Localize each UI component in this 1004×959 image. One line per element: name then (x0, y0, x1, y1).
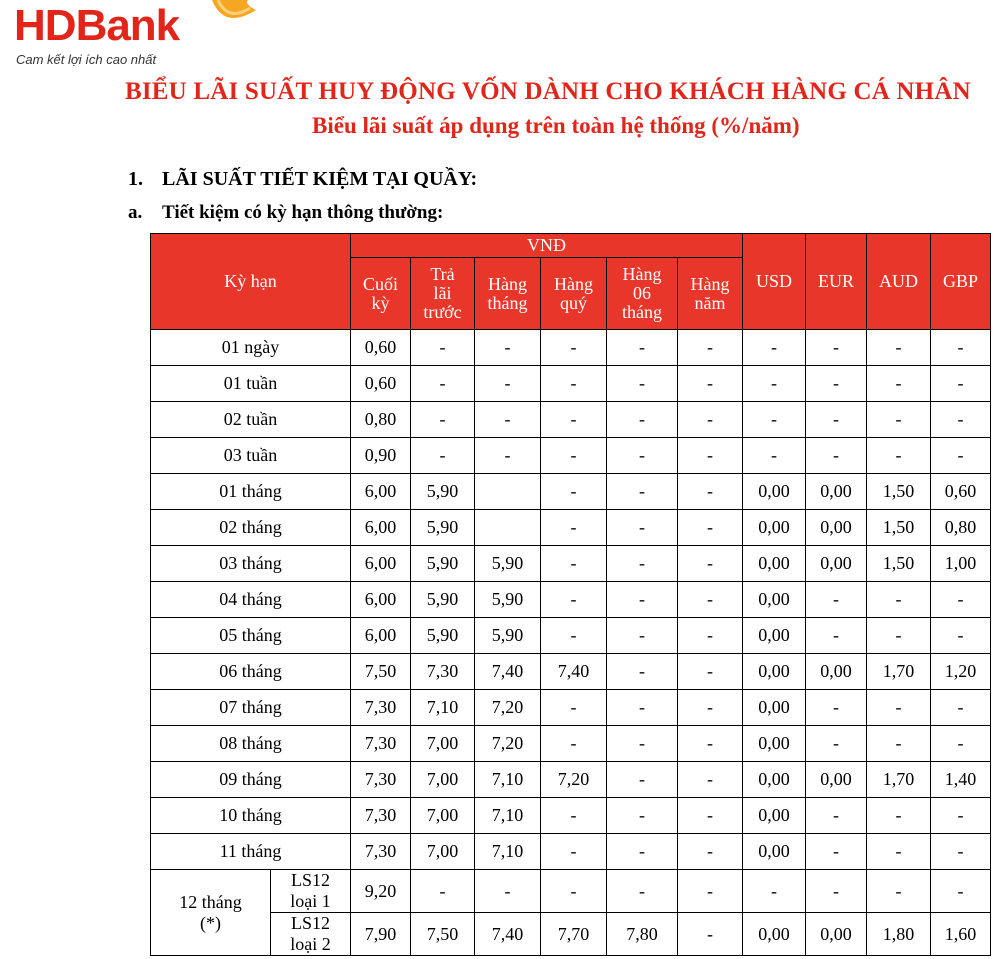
rate-cell: 7,80 (607, 913, 678, 956)
table-row (151, 582, 991, 618)
rate-cell: - (541, 474, 607, 510)
rate-cell: - (607, 438, 678, 474)
section-heading (128, 168, 477, 191)
col-prepaid: Trả lãi trước (411, 258, 475, 330)
rate-cell: 9,20 (351, 870, 411, 913)
table-row (151, 402, 991, 438)
rate-cell: - (931, 690, 991, 726)
rate-cell: 6,00 (351, 582, 411, 618)
rate-cell: - (806, 798, 867, 834)
rate-cell: - (678, 762, 743, 798)
rate-cell: - (678, 726, 743, 762)
term-cell: 08 tháng (151, 726, 351, 762)
rate-cell: - (678, 913, 743, 956)
rate-cell: - (411, 402, 475, 438)
rate-cell: - (678, 654, 743, 690)
rate-cell: - (607, 690, 678, 726)
table-row-12-month (151, 870, 991, 913)
rate-cell: - (607, 546, 678, 582)
rate-cell: 0,00 (743, 913, 806, 956)
col-end-of-term: Cuối kỳ (351, 258, 411, 330)
gbp-header: GBP (931, 234, 991, 330)
rate-cell (475, 474, 541, 510)
rate-cell: 1,00 (931, 546, 991, 582)
rate-cell: - (411, 330, 475, 366)
rate-cell: - (678, 330, 743, 366)
rate-cell: 0,00 (743, 834, 806, 870)
rate-cell: - (931, 834, 991, 870)
rate-cell: - (678, 690, 743, 726)
rate-cell: 5,90 (475, 546, 541, 582)
logo-text-hd: HD (14, 1, 76, 50)
rate-cell: 0,90 (351, 438, 411, 474)
rate-cell: - (411, 870, 475, 913)
rate-cell: - (678, 366, 743, 402)
rate-cell: 5,90 (411, 546, 475, 582)
rate-cell: - (743, 330, 806, 366)
table-row (151, 366, 991, 402)
rate-cell: - (607, 510, 678, 546)
rate-cell: 0,00 (743, 654, 806, 690)
rate-cell: - (607, 330, 678, 366)
rate-cell: - (867, 798, 931, 834)
rate-cell: 7,00 (411, 762, 475, 798)
page-title: BIỂU LÃI SUẤT HUY ĐỘNG VỐN DÀNH CHO KHÁCH HÀNG CÁ NHÂN (125, 78, 971, 105)
rate-cell: - (806, 330, 867, 366)
rate-cell: - (541, 798, 607, 834)
rate-cell: 6,00 (351, 618, 411, 654)
rate-cell: - (475, 870, 541, 913)
table-row (151, 726, 991, 762)
rate-type-cell: LS12 loại 1 (271, 870, 351, 913)
term-cell: 06 tháng (151, 654, 351, 690)
rate-cell: - (867, 870, 931, 913)
logo-wordmark (14, 2, 179, 50)
rate-cell: 7,00 (411, 726, 475, 762)
rate-cell: 1,70 (867, 762, 931, 798)
rate-cell: - (411, 438, 475, 474)
rate-cell: 6,00 (351, 510, 411, 546)
rate-cell: - (867, 402, 931, 438)
term-cell: 02 tháng (151, 510, 351, 546)
rate-cell: 0,00 (806, 913, 867, 956)
rate-cell: - (931, 330, 991, 366)
term-cell: 01 tuần (151, 366, 351, 402)
rate-cell: 7,30 (351, 762, 411, 798)
rate-cell: - (607, 834, 678, 870)
rate-cell: 1,50 (867, 546, 931, 582)
rate-cell: - (678, 582, 743, 618)
col-quarterly: Hàng quý (541, 258, 607, 330)
rate-cell: 7,90 (351, 913, 411, 956)
rate-cell: 7,00 (411, 798, 475, 834)
rate-cell: 7,30 (351, 726, 411, 762)
rate-cell: 5,90 (475, 618, 541, 654)
table-row-12-month (151, 913, 991, 956)
rate-cell: 7,20 (475, 690, 541, 726)
rate-cell: 7,20 (541, 762, 607, 798)
term-cell-12-month: 12 tháng (*) (151, 870, 271, 956)
rate-cell: 1,50 (867, 474, 931, 510)
rate-cell: 7,50 (351, 654, 411, 690)
rate-cell: 5,90 (411, 510, 475, 546)
rate-cell: 1,50 (867, 510, 931, 546)
usd-header: USD (743, 234, 806, 330)
rate-cell: 7,20 (475, 726, 541, 762)
rate-cell: 5,90 (411, 582, 475, 618)
rate-cell: - (541, 582, 607, 618)
rate-cell: - (931, 618, 991, 654)
rate-cell: - (931, 798, 991, 834)
rate-cell: - (678, 834, 743, 870)
rate-cell: 0,00 (743, 762, 806, 798)
table-row (151, 654, 991, 690)
rate-cell: - (607, 582, 678, 618)
rate-cell: - (541, 510, 607, 546)
rate-cell: - (607, 762, 678, 798)
rate-cell: - (867, 618, 931, 654)
term-cell: 11 tháng (151, 834, 351, 870)
rate-cell: - (806, 834, 867, 870)
rate-cell: - (867, 726, 931, 762)
section-number: 1. (128, 168, 143, 190)
rate-cell: - (475, 330, 541, 366)
rate-cell: - (743, 402, 806, 438)
page-subtitle: Biểu lãi suất áp dụng trên toàn hệ thống (%/năm) (312, 113, 800, 138)
vnd-header: VNĐ (351, 234, 743, 258)
rate-cell: - (607, 618, 678, 654)
rate-cell: 1,40 (931, 762, 991, 798)
term-cell: 07 tháng (151, 690, 351, 726)
rate-cell: - (541, 366, 607, 402)
rate-cell: 1,20 (931, 654, 991, 690)
rate-cell: - (743, 870, 806, 913)
rate-cell: 0,00 (806, 654, 867, 690)
term-cell: 10 tháng (151, 798, 351, 834)
rate-cell: 0,60 (931, 474, 991, 510)
rate-cell: - (931, 582, 991, 618)
rate-cell: 6,00 (351, 546, 411, 582)
rate-cell: 7,00 (411, 834, 475, 870)
rate-cell: - (678, 510, 743, 546)
logo-swoosh-icon (204, 0, 264, 36)
rate-cell: - (475, 366, 541, 402)
rate-cell: 7,40 (541, 654, 607, 690)
rate-cell: - (607, 870, 678, 913)
rate-cell: 0,00 (743, 510, 806, 546)
rate-cell: 0,00 (806, 510, 867, 546)
rate-cell: - (743, 438, 806, 474)
rate-cell: - (806, 438, 867, 474)
term-cell: 03 tuần (151, 438, 351, 474)
rate-cell: - (678, 798, 743, 834)
subsection-heading (128, 202, 443, 224)
rate-cell: - (541, 618, 607, 654)
rate-cell: - (931, 870, 991, 913)
rate-cell: 7,40 (475, 913, 541, 956)
rate-cell: - (607, 402, 678, 438)
rate-cell: 5,90 (411, 474, 475, 510)
rate-cell: - (806, 366, 867, 402)
rate-cell: 0,00 (806, 762, 867, 798)
rate-cell: 6,00 (351, 474, 411, 510)
rate-cell: 7,10 (475, 834, 541, 870)
rate-cell: - (541, 834, 607, 870)
term-header: Kỳ hạn (151, 234, 351, 330)
rate-cell: - (867, 438, 931, 474)
rate-cell: 0,80 (351, 402, 411, 438)
rate-table-body (151, 330, 991, 956)
term-cell: 02 tuần (151, 402, 351, 438)
rate-cell: 0,00 (806, 546, 867, 582)
term-cell: 01 tháng (151, 474, 351, 510)
rate-cell: - (806, 690, 867, 726)
rate-type-cell: LS12 loại 2 (271, 913, 351, 956)
subsection-number: a. (128, 202, 143, 223)
rate-cell: - (806, 726, 867, 762)
rate-cell: - (541, 690, 607, 726)
table-row (151, 690, 991, 726)
eur-header: EUR (806, 234, 867, 330)
rate-cell: 1,70 (867, 654, 931, 690)
rate-cell: - (931, 726, 991, 762)
rate-cell: - (411, 366, 475, 402)
col-monthly: Hàng tháng (475, 258, 541, 330)
rate-cell: - (475, 438, 541, 474)
logo-text-bank: Bank (75, 1, 180, 50)
col-yearly: Hàng năm (678, 258, 743, 330)
rate-cell: - (931, 402, 991, 438)
rate-cell: - (867, 366, 931, 402)
rate-cell: 1,80 (867, 913, 931, 956)
rate-cell: - (806, 402, 867, 438)
rate-cell: 1,60 (931, 913, 991, 956)
rate-cell: 0,00 (743, 690, 806, 726)
rate-cell: 7,50 (411, 913, 475, 956)
rate-cell: 7,10 (475, 762, 541, 798)
rate-cell: - (806, 618, 867, 654)
table-row (151, 438, 991, 474)
interest-rate-table (150, 233, 991, 956)
term-cell: 01 ngày (151, 330, 351, 366)
rate-cell: 7,30 (351, 690, 411, 726)
rate-cell (475, 510, 541, 546)
rate-cell: 7,10 (411, 690, 475, 726)
rate-cell: - (678, 438, 743, 474)
rate-cell: 7,30 (411, 654, 475, 690)
rate-cell: - (678, 474, 743, 510)
rate-cell: - (607, 654, 678, 690)
rate-cell: - (867, 582, 931, 618)
rate-cell: - (743, 366, 806, 402)
rate-cell: 7,40 (475, 654, 541, 690)
rate-cell: - (475, 402, 541, 438)
rate-cell: - (867, 834, 931, 870)
logo-tagline: Cam kết lợi ích cao nhất (16, 52, 157, 67)
rate-cell: 7,70 (541, 913, 607, 956)
table-row (151, 834, 991, 870)
rate-cell: - (867, 330, 931, 366)
rate-cell: - (931, 438, 991, 474)
table-row (151, 762, 991, 798)
rate-cell: - (607, 474, 678, 510)
rate-cell: 0,00 (743, 546, 806, 582)
rate-cell: - (607, 726, 678, 762)
rate-cell: - (541, 402, 607, 438)
section-text: LÃI SUẤT TIẾT KIỆM TẠI QUẦY: (162, 168, 478, 190)
rate-cell: 5,90 (475, 582, 541, 618)
term-cell: 03 tháng (151, 546, 351, 582)
rate-cell: 7,30 (351, 798, 411, 834)
table-row (151, 330, 991, 366)
rate-cell: - (541, 330, 607, 366)
table-row (151, 546, 991, 582)
rate-cell: 0,00 (806, 474, 867, 510)
rate-cell: 0,60 (351, 366, 411, 402)
rate-cell: 0,60 (351, 330, 411, 366)
rate-cell: 5,90 (411, 618, 475, 654)
rate-cell: - (678, 546, 743, 582)
rate-cell: - (541, 438, 607, 474)
hdbank-logo (14, 0, 264, 72)
rate-cell: - (607, 798, 678, 834)
rate-cell: - (806, 582, 867, 618)
rate-cell: 0,00 (743, 618, 806, 654)
rate-cell: 0,00 (743, 726, 806, 762)
rate-cell: 7,30 (351, 834, 411, 870)
rate-cell: 0,80 (931, 510, 991, 546)
rate-cell: - (678, 402, 743, 438)
table-row (151, 798, 991, 834)
rate-cell: - (678, 870, 743, 913)
rate-cell: - (541, 726, 607, 762)
rate-cell: 7,10 (475, 798, 541, 834)
term-cell: 04 tháng (151, 582, 351, 618)
subsection-text: Tiết kiệm có kỳ hạn thông thường: (162, 202, 444, 223)
aud-header: AUD (867, 234, 931, 330)
rate-cell: 0,00 (743, 582, 806, 618)
rate-cell: - (541, 870, 607, 913)
rate-cell: - (678, 618, 743, 654)
table-row (151, 474, 991, 510)
rate-cell: 0,00 (743, 474, 806, 510)
term-cell: 09 tháng (151, 762, 351, 798)
rate-cell: - (931, 366, 991, 402)
term-cell: 05 tháng (151, 618, 351, 654)
rate-cell: - (541, 546, 607, 582)
rate-cell: 0,00 (743, 798, 806, 834)
rate-cell: - (607, 366, 678, 402)
rate-cell: - (867, 690, 931, 726)
rate-cell: - (806, 870, 867, 913)
table-row (151, 618, 991, 654)
col-semiannual: Hàng 06 tháng (607, 258, 678, 330)
table-row (151, 510, 991, 546)
